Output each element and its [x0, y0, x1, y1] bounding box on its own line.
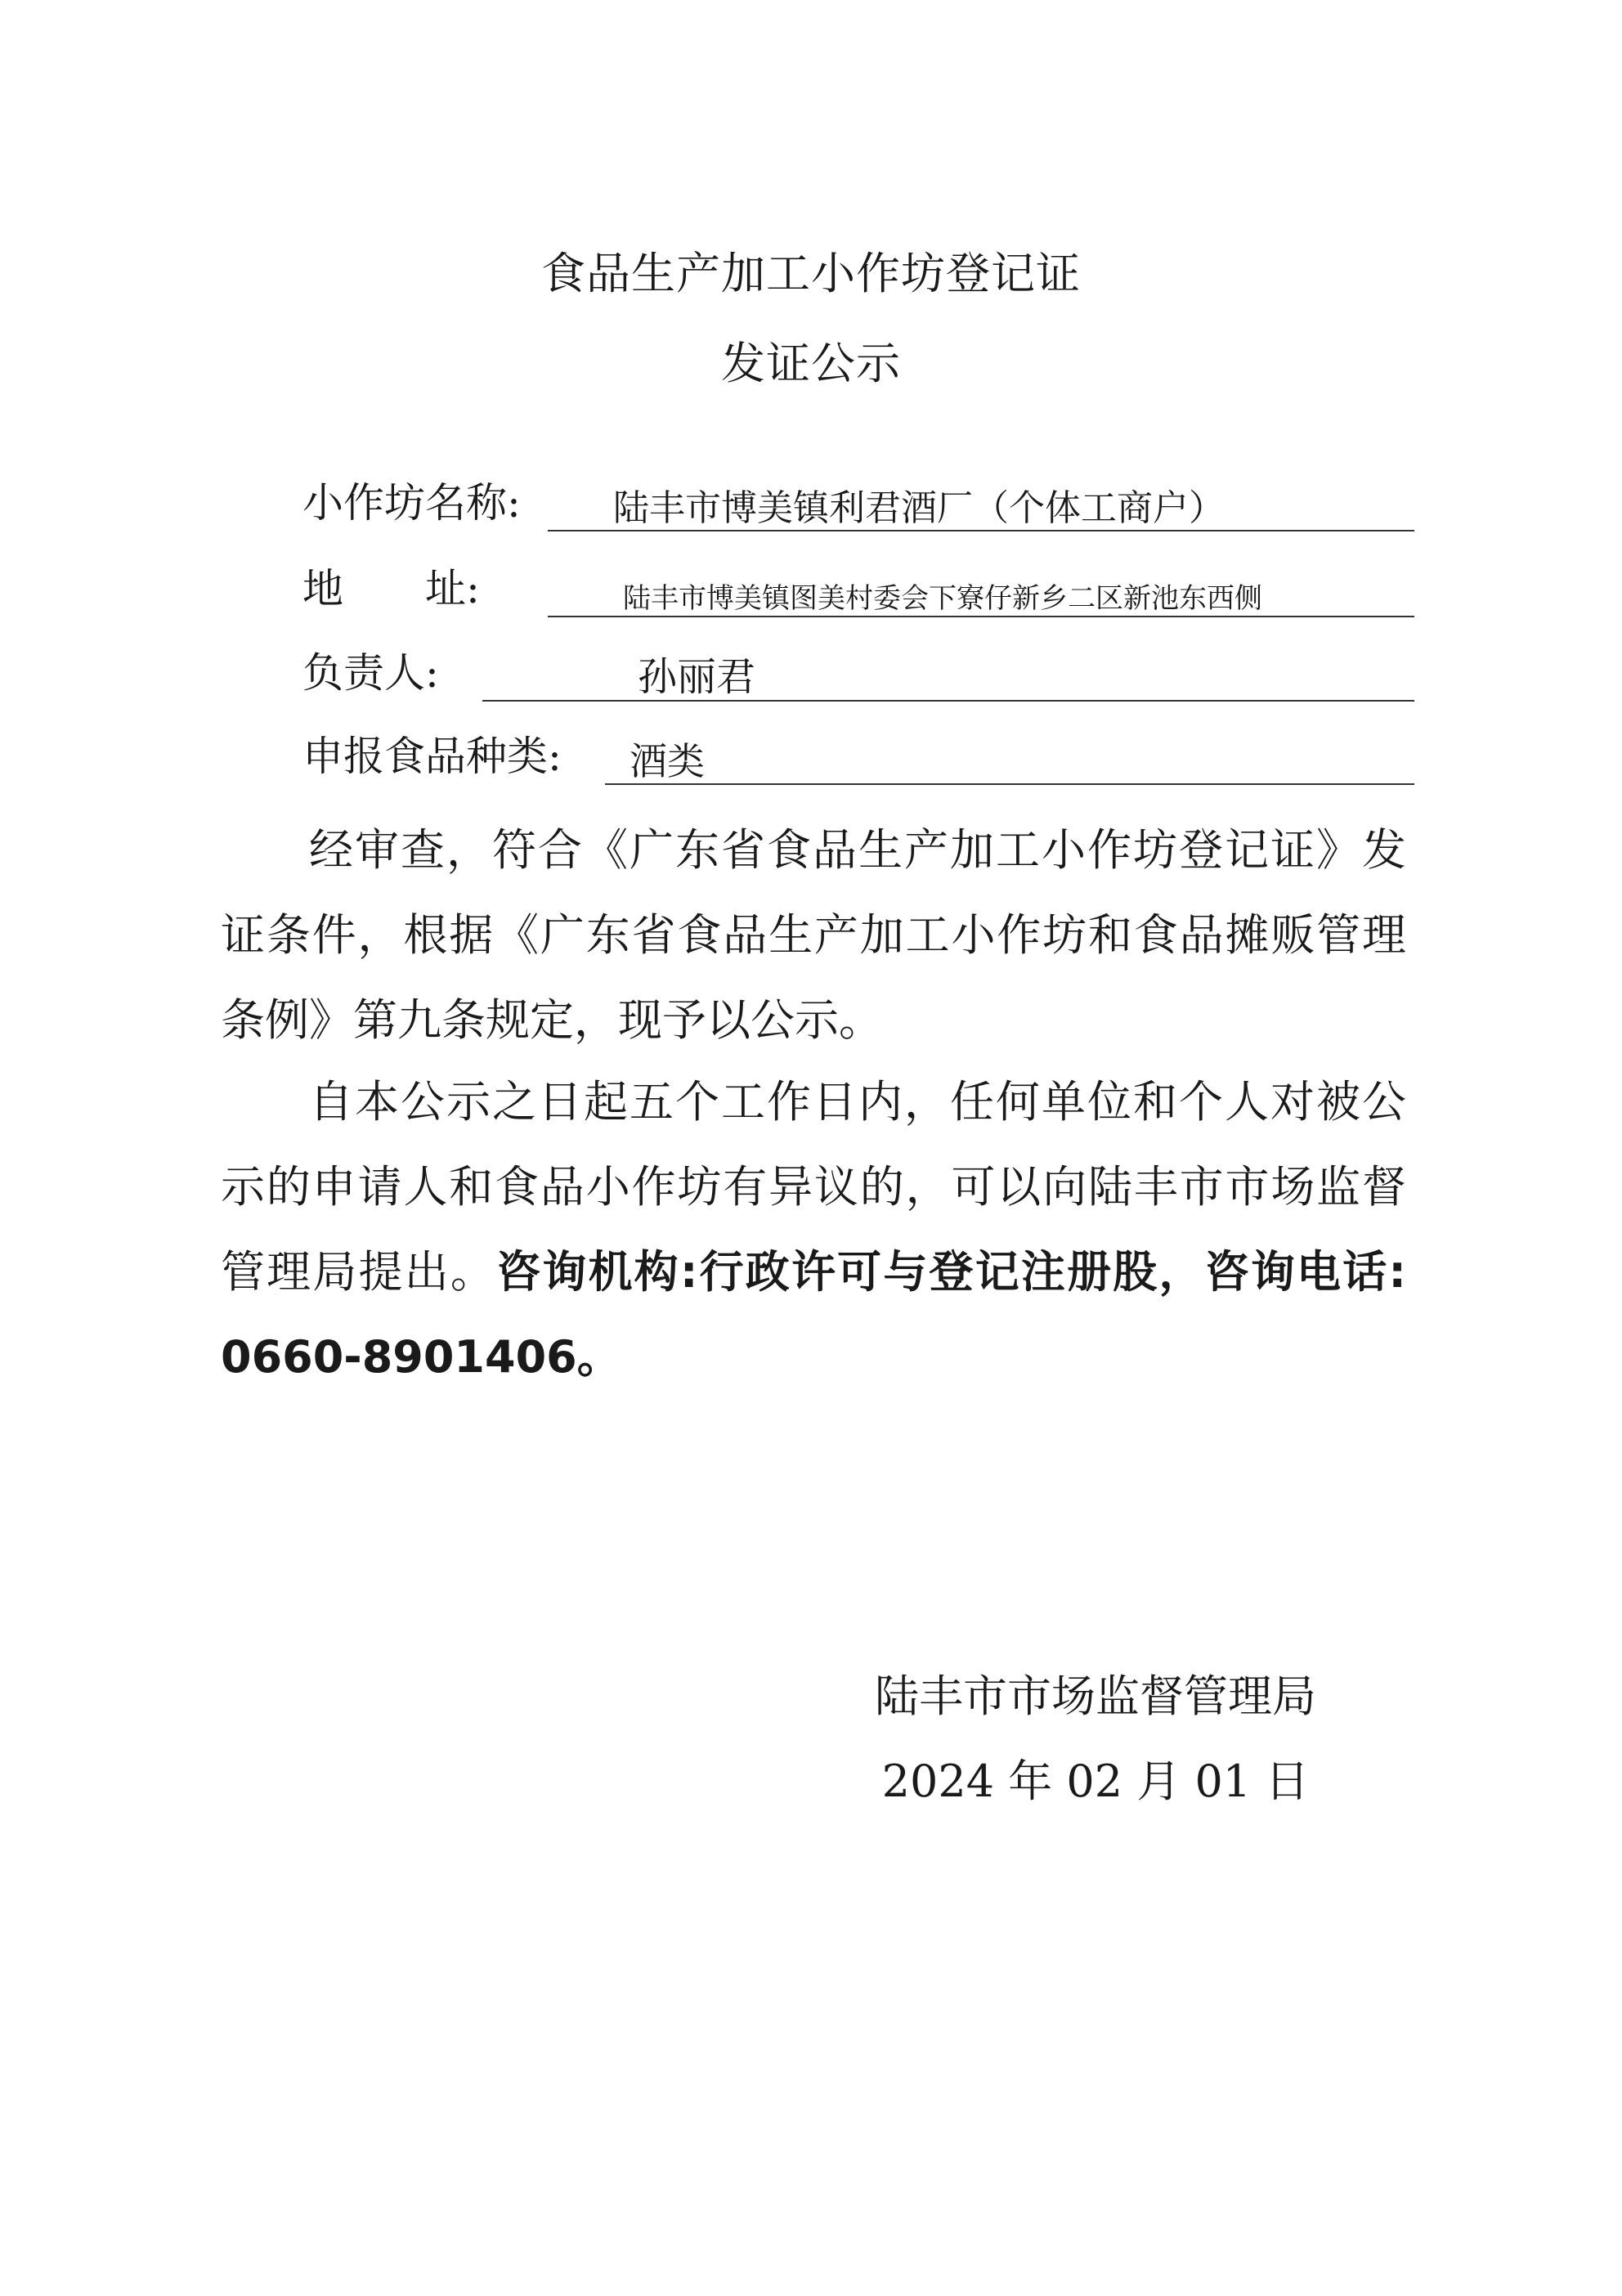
person-in-charge-underline	[482, 700, 1414, 702]
workshop-name-label: 小作坊名称:	[302, 479, 521, 527]
review-paragraph: 经审查，符合《广东省食品生产加工小作坊登记证》发证条件，根据《广东省食品生产加工小作坊和食品摊贩管理条例》第九条规定，现予以公示。	[221, 824, 1406, 1046]
field-food-category	[302, 728, 1414, 785]
field-workshop-name	[302, 474, 1414, 531]
address-underline	[548, 616, 1414, 617]
consultation-info: 咨询机构:行政许可与登记注册股，咨询电话: 0660-8901406。	[221, 1246, 1406, 1383]
address-value: 陆丰市博美镇图美村委会下寮仔新乡二区新池东西侧	[623, 582, 1262, 615]
address-label: 地 址:	[302, 565, 480, 612]
person-in-charge-value: 孙丽君	[638, 654, 756, 700]
issuing-authority: 陆丰市市场监督管理局	[875, 1670, 1316, 1722]
workshop-name-value: 陆丰市博美镇利君酒厂（个体工商户）	[613, 487, 1225, 529]
food-category-value: 酒类	[630, 739, 705, 783]
workshop-name-underline	[548, 530, 1414, 531]
objection-text: 自本公示之日起五个工作日内，任何单位和个人对被公示的申请人和食品小作坊有异议的，可以向陆丰市市场监督管理局提出。	[221, 1076, 1406, 1298]
field-address	[302, 560, 1414, 617]
objection-paragraph	[221, 1060, 1406, 1400]
document-title: 食品生产加工小作坊登记证	[541, 248, 1081, 299]
field-person-in-charge	[302, 644, 1414, 702]
food-category-underline	[605, 783, 1414, 785]
document-subtitle: 发证公示	[721, 338, 901, 389]
person-in-charge-label: 负责人:	[302, 649, 439, 697]
food-category-label: 申报食品种类:	[302, 733, 562, 780]
issue-date: 2024 年 02 月 01 日	[881, 1756, 1310, 1807]
